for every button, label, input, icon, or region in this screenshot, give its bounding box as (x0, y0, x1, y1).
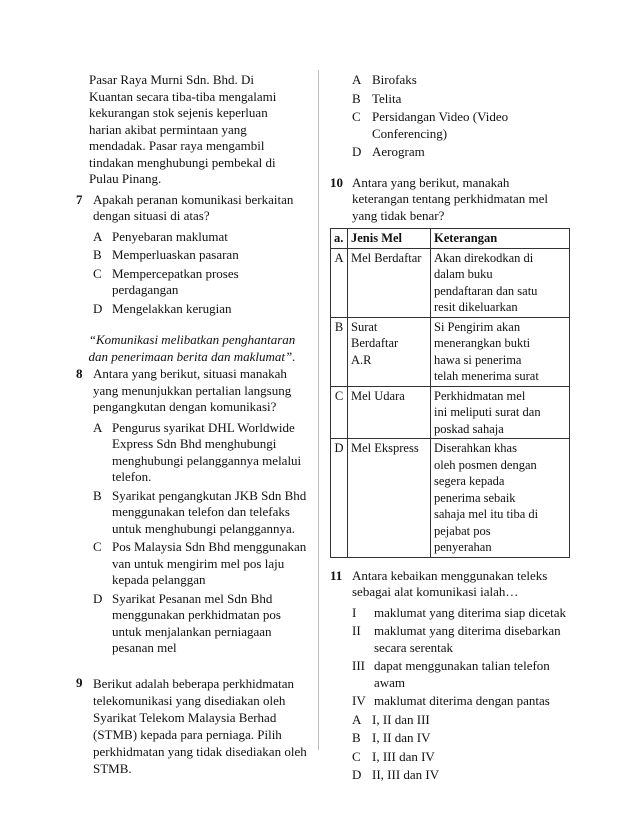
statement-numeral: I (352, 604, 357, 620)
statement-text: maklumat yang diterima siap dicetak (374, 604, 567, 620)
question-number: 8 (76, 366, 83, 381)
option-letter: C (352, 109, 361, 124)
table-row[interactable] (331, 317, 570, 386)
table-row[interactable] (331, 386, 570, 439)
option-text: menghubungi pelanggannya melalui (112, 452, 302, 468)
question-stem: Syarikat Telekom Malaysia Berhad (93, 709, 277, 725)
cell-text: Mel Ekspress (351, 441, 419, 455)
option-text: menggunakan perkhidmatan pos (112, 607, 281, 622)
cell-text: segera kepada (434, 474, 505, 488)
question-stem: yang tidak benar? (352, 207, 445, 223)
statement-numeral: IV (352, 693, 366, 708)
option-letter: D (352, 144, 362, 159)
q11-statement-ii (330, 623, 570, 656)
scenario-line: Kuantan secara tiba-tiba mengalami (89, 88, 277, 104)
option-text: untuk menjalankan perniagaan (112, 623, 272, 639)
cell-text: Diserahkan khas (434, 441, 517, 455)
q8-option-b[interactable] (76, 488, 308, 538)
cell-text: A.R (351, 352, 372, 367)
option-text: Aerogram (372, 144, 425, 159)
question-stem: Antara yang berikut, manakah (352, 174, 510, 190)
row-label: C (331, 386, 348, 439)
question-stem: Antara yang berikut, situasi manakah (93, 366, 287, 381)
description-cell (431, 439, 570, 558)
scenario-line: Pasar Raya Murni Sdn. Bhd. Di (89, 72, 255, 87)
quote-line: “Komunikasi melibatkan penghantaran (88, 332, 296, 347)
quote-block (76, 331, 308, 365)
cell-text: oleh posmen dengan (434, 457, 537, 472)
option-letter: A (352, 72, 362, 87)
description-cell (431, 317, 570, 386)
question-8 (76, 366, 308, 416)
right-column (330, 72, 570, 786)
table-row[interactable] (331, 439, 570, 558)
cell-text: ini meliputi surat dan (434, 405, 541, 419)
q9-option-a[interactable] (330, 72, 570, 89)
option-letter: D (352, 767, 362, 782)
statement-text: secara serentak (374, 639, 454, 655)
question-stem: Antara kebaikan menggunakan teleks (352, 567, 548, 583)
question-11 (330, 568, 570, 601)
option-text: Mengelakkan kerugian (112, 300, 232, 316)
option-text: telefon. (112, 469, 152, 484)
scenario-line: harian akibat permintaan yang (89, 121, 247, 137)
statement-numeral: III (352, 658, 365, 673)
option-text: Mempercepatkan proses (112, 265, 239, 281)
question-stem: sebagai alat komunikasi ialah… (352, 584, 519, 599)
scenario-line: mendadak. Pasar raya mengambil (89, 138, 265, 153)
q11-statement-iii (330, 658, 570, 691)
question-9 (76, 675, 308, 777)
cell-text: Akan direkodkan di (434, 250, 534, 265)
option-letter: A (352, 711, 362, 727)
table-header: a. (331, 229, 348, 249)
mail-type-cell (348, 248, 431, 317)
cell-text: hawa si penerima (434, 352, 522, 367)
statement-text: awam (374, 674, 406, 690)
option-text: menggunakan telefon dan telefaks (112, 504, 290, 519)
option-letter: B (93, 487, 102, 503)
statement-numeral: II (352, 623, 361, 638)
cell-text: penerima sebaik (434, 490, 516, 505)
option-letter: B (352, 730, 361, 745)
q8-option-d[interactable] (76, 591, 308, 657)
table-header-row (331, 229, 570, 249)
q11-option-d[interactable] (330, 767, 570, 784)
question-7 (76, 192, 308, 225)
cell-text: pejabat pos (434, 523, 491, 538)
mail-services-table (330, 228, 570, 558)
option-text: II, III dan IV (372, 767, 440, 782)
option-text: Pengurus syarikat DHL Worldwide (112, 419, 295, 435)
option-text: van untuk mengirim mel pos laju (112, 555, 285, 571)
option-text: untuk menghubungi pelanggannya. (112, 520, 296, 536)
description-cell (431, 248, 570, 317)
question-stem: keterangan tentang perkhidmatan mel (352, 191, 549, 206)
option-text: Memperluaskan pasaran (112, 247, 239, 262)
q11-statement-iv (330, 693, 570, 710)
q7-option-a[interactable] (76, 229, 308, 246)
option-text: I, II dan III (372, 711, 430, 727)
statement-text: maklumat diterima dengan pantas (374, 693, 550, 708)
option-letter: C (93, 265, 102, 281)
q9-option-c[interactable] (330, 109, 570, 142)
question-stem: pengangkutan dengan komunikasi? (93, 399, 277, 414)
cell-text: sahaja mel itu tiba di (434, 507, 539, 521)
question-stem: yang menunjukkan pertalian langsung (93, 382, 292, 398)
quote-line: dan penerimaan berita dan maklumat”. (88, 349, 296, 364)
row-label: A (331, 248, 348, 317)
option-letter: D (93, 590, 103, 606)
row-label: D (331, 439, 348, 558)
question-number: 11 (330, 567, 343, 583)
option-text: Conferencing) (372, 125, 448, 141)
table-header: Keterangan (431, 229, 570, 249)
option-text: I, III dan IV (372, 748, 435, 764)
question-stem: Apakah peranan komunikasi berkaitan (93, 191, 294, 207)
option-text: Syarikat Pesanan mel Sdn Bhd (112, 590, 273, 606)
cell-text: Perkhidmatan mel (434, 388, 526, 403)
scenario-line: Pulau Pinang. (89, 171, 162, 186)
left-column (76, 72, 308, 781)
option-letter: B (352, 90, 361, 106)
question-stem: perkhidmatan yang tidak disediakan oleh (93, 743, 307, 759)
question-10 (330, 175, 570, 225)
cell-text: Si Pengirim akan (434, 319, 521, 334)
option-text: Penyebaran maklumat (112, 228, 228, 244)
row-label: B (331, 317, 348, 386)
option-text: perdagangan (112, 282, 179, 297)
q7-option-b[interactable] (76, 247, 308, 264)
question-stem: (STMB) kepada para perniaga. Pilih (93, 726, 282, 742)
question-number: 10 (330, 174, 343, 190)
cell-text: penyerahan (434, 540, 492, 554)
cell-text: telah menerima surat (434, 369, 539, 383)
option-text: Syarikat pengangkutan JKB Sdn Bhd (112, 487, 307, 503)
question-number: 9 (76, 674, 83, 690)
q11-statement-i (330, 605, 570, 622)
question-stem: telekomunikasi yang disediakan oleh (93, 692, 286, 708)
cell-text: poskad sahaja (434, 421, 504, 436)
q7-option-c[interactable] (76, 266, 308, 299)
question-stem: dengan situasi di atas? (93, 208, 210, 223)
q8-option-a[interactable] (76, 420, 308, 486)
column-divider (318, 70, 319, 750)
question-number: 7 (76, 191, 83, 207)
option-text: pesanan mel (112, 640, 177, 655)
q9-option-b[interactable] (330, 91, 570, 108)
q11-option-a[interactable] (330, 712, 570, 729)
option-letter: C (352, 748, 361, 764)
cell-text: menerangkan bukti (434, 336, 531, 350)
q11-option-b[interactable] (330, 730, 570, 747)
question-stem: STMB. (93, 760, 132, 776)
option-text: I, II dan IV (372, 730, 431, 745)
option-text: kepada pelanggan (112, 572, 206, 587)
option-letter: B (93, 247, 102, 262)
cell-text: Surat Berdaftar (351, 319, 399, 350)
option-letter: C (93, 539, 102, 554)
option-text: Persidangan Video (Video (372, 109, 509, 124)
q8-option-c[interactable] (76, 539, 308, 589)
mail-type-cell (348, 386, 431, 439)
mail-type-cell (348, 439, 431, 558)
option-text: Express Sdn Bhd menghubungi (112, 436, 277, 451)
cell-text: dalam buku (434, 267, 493, 281)
statement-text: maklumat yang diterima disebarkan (374, 623, 561, 638)
scenario-line: kekurangan stok sejenis keperluan (89, 105, 268, 120)
mail-type-cell (348, 317, 431, 386)
option-text: Telita (372, 90, 402, 106)
question-stem: Berikut adalah beberapa perkhidmatan (93, 675, 295, 691)
q9-option-d[interactable] (330, 144, 570, 161)
description-cell (431, 386, 570, 439)
cell-text: Mel Udara (351, 388, 405, 403)
option-letter: D (93, 300, 103, 316)
cell-text: Mel Berdaftar (351, 250, 422, 265)
table-row[interactable] (331, 248, 570, 317)
q7-option-d[interactable] (76, 301, 308, 318)
scenario-text (76, 72, 308, 188)
cell-text: pendaftaran dan satu (434, 283, 538, 298)
option-letter: A (93, 228, 103, 244)
scenario-line: tindakan menghubungi pembekal di (89, 154, 276, 170)
cell-text: resit dikeluarkan (434, 300, 518, 314)
table-header: Jenis Mel (348, 229, 431, 249)
option-text: Birofaks (372, 72, 417, 87)
q11-option-c[interactable] (330, 749, 570, 766)
option-text: Pos Malaysia Sdn Bhd menggunakan (112, 539, 307, 554)
statement-text: dapat menggunakan talian telefon (374, 658, 550, 673)
option-letter: A (93, 419, 103, 435)
